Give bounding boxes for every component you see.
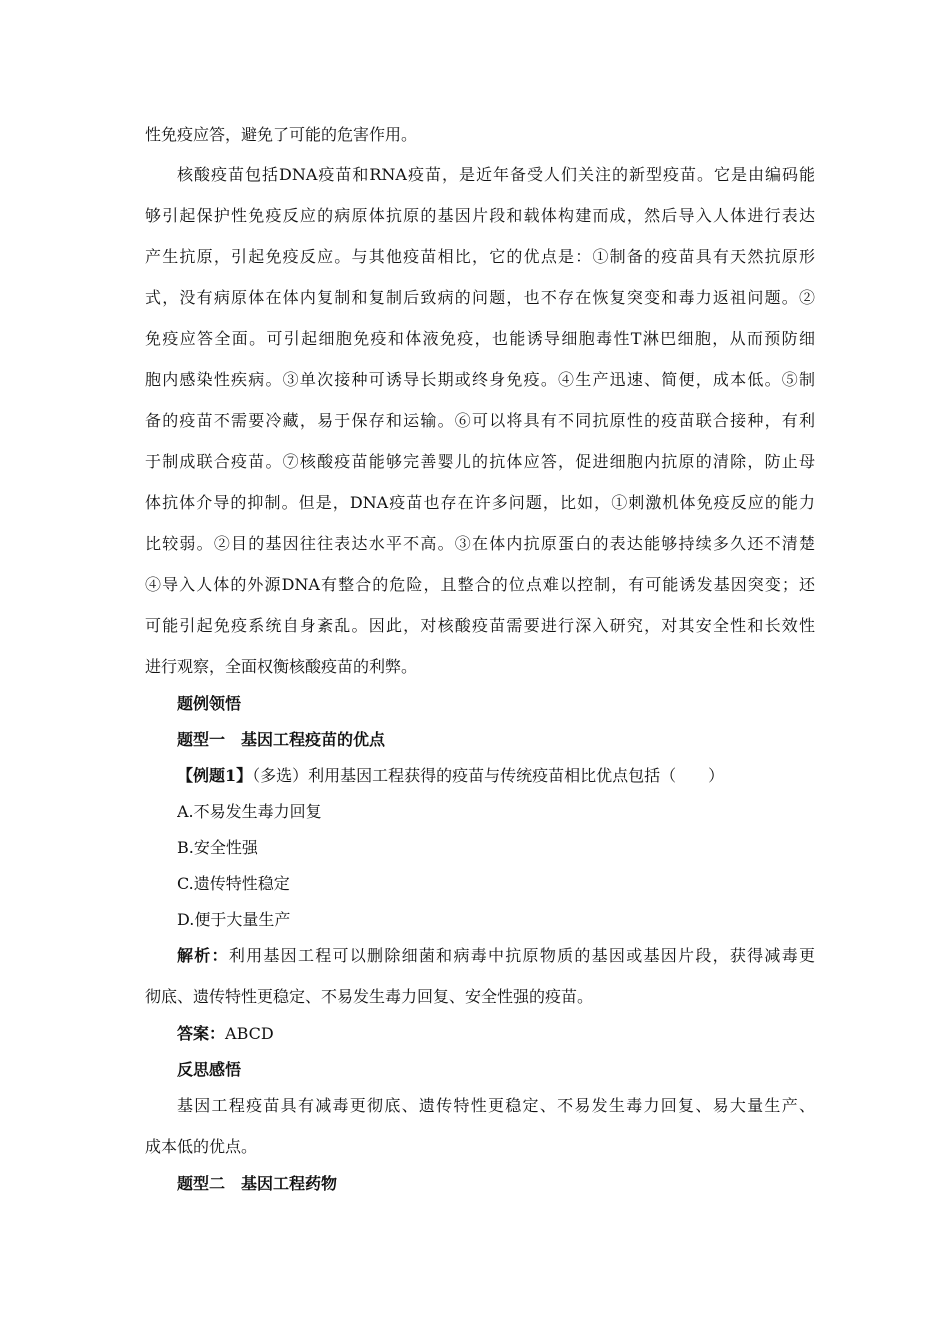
answer <box>177 1024 815 1044</box>
text-line: 够引起保护性免疫反应的病原体抗原的基因片段和载体构建而成，然后导入人体进行表达 <box>145 206 815 225</box>
section-heading: 题型一 基因工程疫苗的优点 <box>177 730 386 749</box>
option-d: D.便于大量生产 <box>177 910 291 929</box>
text-line: 比较弱。②目的基因往往表达水平不高。③在体内抗原蛋白的表达能够持续多久还不清楚 <box>145 534 815 553</box>
text-line: 体抗体介导的抑制。但是，DNA疫苗也存在许多问题，比如，①刺激机体免疫反应的能力 <box>145 493 815 512</box>
example-label: 【例题1】 <box>177 766 253 785</box>
text-line: 性免疫应答，避免了可能的危害作用。 <box>145 125 418 144</box>
text-line: 式，没有病原体在体内复制和复制后致病的问题，也不存在恢复突变和毒力返祖问题。② <box>145 288 815 307</box>
analysis <box>177 946 815 966</box>
option-a: A.不易发生毒力回复 <box>177 802 322 821</box>
text-line: 成本低的优点。 <box>145 1137 258 1156</box>
text-line: 彻底、遗传特性更稳定、不易发生毒力回复、安全性强的疫苗。 <box>145 987 594 1006</box>
text-line: 进行观察，全面权衡核酸疫苗的利弊。 <box>145 657 418 676</box>
text-line: 于制成联合疫苗。⑦核酸疫苗能够完善婴儿的抗体应答，促进细胞内抗原的清除，防止母 <box>145 452 815 471</box>
section-heading: 题例领悟 <box>177 694 242 713</box>
answer-value: ABCD <box>225 1024 274 1043</box>
example-question <box>177 766 815 786</box>
text-line: 基因工程疫苗具有减毒更彻底、遗传特性更稳定、不易发生毒力回复、易大量生产、 <box>177 1096 815 1115</box>
text-line: 胞内感染性疾病。③单次接种可诱导长期或终身免疫。④生产迅速、简便，成本低。⑤制 <box>145 370 815 389</box>
example-text: （多选）利用基因工程获得的疫苗与传统疫苗相比优点包括（ ） <box>252 766 725 785</box>
text-line: 免疫应答全面。可引起细胞免疫和体液免疫，也能诱导细胞毒性T淋巴细胞，从而预防细 <box>145 329 815 348</box>
section-heading: 反思感悟 <box>177 1060 242 1079</box>
analysis-text: 利用基因工程可以删除细菌和病毒中抗原物质的基因或基因片段，获得减毒更 <box>228 946 815 965</box>
option-b: B.安全性强 <box>177 838 258 857</box>
text-line: 可能引起免疫系统自身紊乱。因此，对核酸疫苗需要进行深入研究，对其安全性和长效性 <box>145 616 815 635</box>
answer-label: 答案： <box>177 1024 226 1043</box>
section-heading: 题型二 基因工程药物 <box>177 1174 338 1193</box>
analysis-label: 解析： <box>177 946 229 965</box>
text-line: 核酸疫苗包括DNA疫苗和RNA疫苗，是近年备受人们关注的新型疫苗。它是由编码能 <box>177 165 815 184</box>
option-c: C.遗传特性稳定 <box>177 874 290 893</box>
text-line: ④导入人体的外源DNA有整合的危险，且整合的位点难以控制，有可能诱发基因突变；还 <box>145 575 815 594</box>
text-line: 备的疫苗不需要冷藏，易于保存和运输。⑥可以将具有不同抗原性的疫苗联合接种，有利 <box>145 411 815 430</box>
text-line: 产生抗原，引起免疫反应。与其他疫苗相比，它的优点是：①制备的疫苗具有天然抗原形 <box>145 247 815 266</box>
